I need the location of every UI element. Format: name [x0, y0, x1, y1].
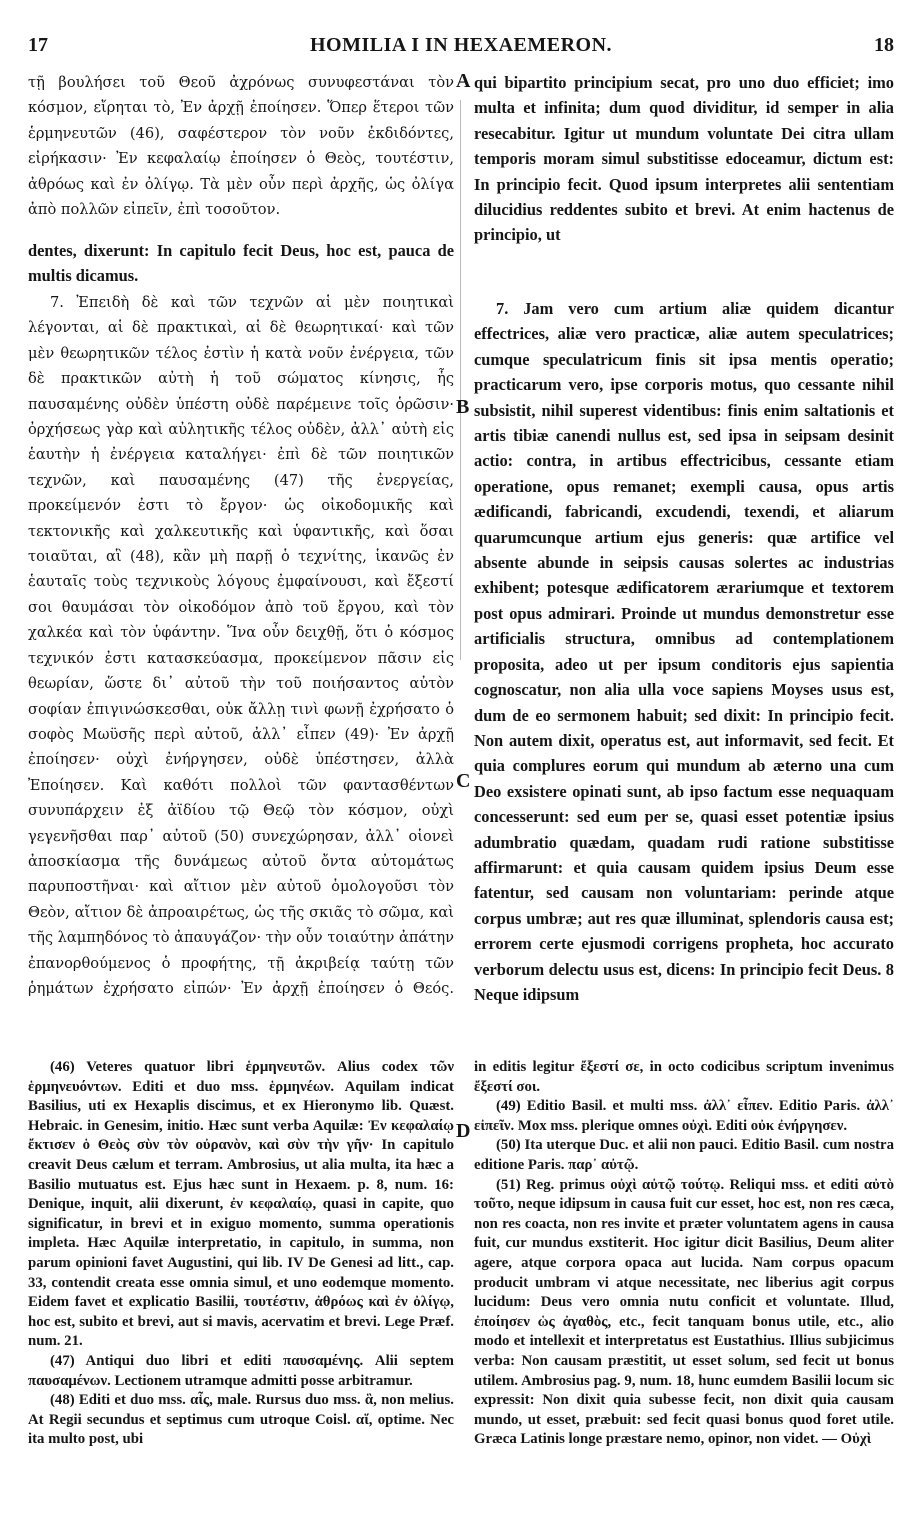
footnote-49: (49) Editio Basil. et multi mss. ἀλλ᾽ εἶπεν. Editio Paris. ἀλλ᾽ εἰπεῖν. Mox mss. plerique omnes οὐχὶ. Editi οὐκ ἐνήργησεν. [474, 1098, 894, 1134]
page-title: HOMILIA I IN HEXAEMERON. [309, 34, 613, 56]
marker-d: D [456, 1120, 471, 1142]
latin-column [474, 70, 894, 1066]
marker-c: C [456, 770, 471, 792]
footnote-48-cont: in editis legitur ἔξεστί σε, in octo codicibus scriptum invenimus ἔξεστί σοι. [474, 1059, 894, 1095]
footnote-48: (48) Editi et duo mss. αἷς, male. Rursus duo mss. ἃ, non melius. At Regii secundus et septimus cum utroque Coisl. αἵ, optime. Nec ita multo post, ubi [28, 1392, 454, 1448]
page-number-right: 18 [874, 34, 894, 56]
latin-paragraph-7: 7. Jam vero cum artium aliæ quidem dicantur effectrices, aliæ vero practicæ, aliæ autem speculatrices; cumque speculatricum finis sit ipsa mentis operatio; practicarum vero, ipse corporis motus, quo cessante nihil subsistit, nihil superest videntibus: finis enim saltationis et artis tibiæ canendi nullus est, sed ipsa in seipsam desinit actio: contra, in artibus effectricibus, cessante etiam operatione, opus remanet; exempli causa, opus artis ædificandi, fabricandi, excudendi, texendi, et aliarum quarumcunque artium ejus generis: quæ artifice vel absente abunde in seipsis causas solertes ac industrias exhibent; potesque ædificatorem ærariumque et textorem post opus admirari. Proinde ut mundus demonstretur esse artificialis structura, omnibus ad contemplationem proposita, adeo ut per ipsum conditoris ejus sapientia cognoscatur, non alia ulla voce sapiens Moyses usus est, dum de eo sermonem habuit; sed dixit: In principio fecit. Non autem dixit, operatus est, aut informavit, sed fecit. Et quia complures eorum qui mundum ab æterno una cum Deo exsistere opinati sunt, ab ipso factum esse nequaquam concesserunt: sed eum per se, quasi esset potentiæ ipsius adumbratio quædam, quadam rudi ratione substitisse affirmarunt: et quia causam quidem ipsius Deum esse fatentur, sed causam non voluntariam: perinde atque corpus umbræ; aut res quæ illuminat, splendoris causa est; errorem certe ejusmodi corrigens propheta, hoc accurato verborum delectu usus est, dicens: In principio fecit Deus. 8 Neque idipsum [474, 299, 894, 1004]
page-number-left: 17 [28, 34, 48, 56]
latin-paragraph-1: qui bipartito principium secat, pro uno duo efficiet; imo multa et infinita; dum quod dividitur, id semper in alia resecabitur. Igitur ut mundum voluntate Dei citra ullam temporis moram simul substitisse edoceamur, dictum est: In principio fecit. Quod ipsum interpretes alii sententiam dilucidius reddentes subito et brevi. At enim hactenus de principio, ut [474, 73, 894, 245]
marker-a: A [456, 70, 471, 92]
footnotes-right [474, 1058, 894, 1534]
greek-paragraph-7: 7. Ἐπειδὴ δὲ καὶ τῶν τεχνῶν αἱ μὲν ποιητικαὶ λέγονται, αἱ δὲ πρακτικαὶ, αἱ δὲ θεωρητικαί· καὶ τῶν μὲν θεωρητικῶν τέλος ἐστὶν ἡ κατὰ νοῦν ἐνέργεια, τῶν δὲ πρακτικῶν αὐτὴ ἡ τοῦ σώματος κίνησις, ἧς παυσαμένης οὐδὲν ὑπέστη οὐδὲ παρέμεινε τοῖς ὁρῶσιν· ὀρχήσεως γὰρ καὶ αὐλητικῆς τέλος οὐδὲν, ἀλλ᾽ αὐτὴ εἰς ἑαυτὴν ἡ ἐνέργεια καταλήγει· ἐπὶ δὲ τῶν ποιητικῶν τεχνῶν, καὶ παυσαμένης (47) τῆς ἐνεργείας, προκείμενόν ἐστι τὸ ἔργον· ὡς οἰκοδομικῆς καὶ τεκτονικῆς καὶ χαλκευτικῆς καὶ ὑφαντικῆς, καὶ ὅσαι τοιαῦται, αἳ (48), κἂν μὴ παρῇ ὁ τεχνίτης, ἱκανῶς ἐν ἑαυταῖς τοὺς τεχνικοὺς λόγους ἐμφαίνουσι, καὶ ἔξεστί σοι θαυμάσαι τὸν οἰκοδόμον ἀπὸ τοῦ ἔργου, καὶ τὸν χαλκέα καὶ τὸν ὑφάντην. Ἵνα οὖν δειχθῇ, ὅτι ὁ κόσμος τεχνικόν ἐστι κατασκεύασμα, προκείμενον πᾶσιν εἰς θεωρίαν, ὥστε δι᾽ αὐτοῦ τὴν τοῦ ποιήσαντος αὐτὸν σοφίαν ἐπιγινώσκεσθαι, οὐκ ἄλλῃ τινὶ φωνῇ ἐχρήσατο ὁ σοφὸς Μωϋσῆς περὶ αὐτοῦ, ἀλλ᾽ εἶπεν (49)· Ἐν ἀρχῇ ἐποίησεν· οὐχὶ ἐνήργησεν, οὐδὲ ὑπέστησεν, ἀλλὰ Ἐποίησεν. Καὶ καθότι πολλοὶ τῶν φαντασθέντων συνυπάρχειν ἐξ ἀϊδίου τῷ Θεῷ τὸν κόσμον, οὐχὶ γεγενῆσθαι παρ᾽ αὐτοῦ (50) συνεχώρησαν, ἀλλ᾽ οἱονεὶ ἀποσκίασμα τῆς δυνάμεως αὐτοῦ ὄντα αὐτομάτως παρυποστῆναι· καὶ αἴτιον μὲν αὐτοῦ ὁμολογοῦσι τὸν Θεὸν, αἴτιον δὲ ἀπροαιρέτως, ὡς τῆς σκιᾶς τὸ σῶμα, καὶ τῆς λαμπηδόνος τὸ ἀπαυγάζον· τὴν οὖν τοιαύτην ἀπάτην ἐπανορθούμενος ὁ προφήτης, τῇ ἀκριβείᾳ ταύτῃ τῶν ῥημάτων ἐχρήσατο εἰπών· Ἐν ἀρχῇ ἐποίησεν ὁ Θεός. [28, 294, 454, 997]
footnotes-left [28, 1058, 454, 1534]
footnote-51: (51) Reg. primus οὐχὶ αὐτῷ τούτῳ. Reliqui mss. et editi αὐτὸ τοῦτο, neque idipsum in causa fuit cur esset, hoc est, non res cæca, non res coacta, non res invite et præter voluntatem agens in causa fuit, cur mundus exstiterit. Hoc igitur dicit Basilius, Deum aliter agere, atque corpora opaca aut lucida. Nam corpus opacum producit umbram vi atque necessitate, nec liberius agit corpus lucidum: Deus vero omnia nutu conficit et voluntate. Illud, ἐποίησεν ὡς ἀγαθὸς, etc., fecit tanquam bonus utile, etc., alio modo et intellexit et interpretatus est Eustathius. Illius subjicimus verba: Non causam præstitit, ut esset solum, sed fecit ut bonus utilem. Ambrosius pag. 9, num. 18, hunc eumdem Basilii locum sic expressit: Non dixit quia subesse fecit, non dixit quia causam mundo, ut esset, præbuit: sed fecit quasi bonus quod foret utile. Græca Latinis longe præstare nemo, opinor, non videt. — Οὐχὶ [474, 1176, 894, 1448]
page-header [28, 34, 894, 62]
column-divider [460, 100, 461, 660]
footnote-50: (50) Ita uterque Duc. et alii non pauci. Editio Basil. cum nostra editione Paris. παρ᾽ αὐτῷ. [474, 1137, 894, 1173]
greek-paragraph-1: τῇ βουλήσει τοῦ Θεοῦ ἀχρόνως συνυφεστάναι τὸν κόσμον, εἴρηται τὸ, Ἐν ἀρχῇ ἐποίησεν. Ὅπερ ἕτεροι τῶν ἑρμηνευτῶν (46), σαφέστερον τὸν νοῦν ἐκδιδόντες, εἰρήκασιν· Ἐν κεφαλαίῳ ἐποίησεν ὁ Θεὸς, τουτέστιν, ἀθρόως καὶ ἐν ὀλίγῳ. Τὰ μὲν οὖν περὶ ἀρχῆς, ὡς ὀλίγα ἀπὸ πολλῶν εἰπεῖν, ἐπὶ τοσοῦτον. [28, 74, 454, 219]
footnote-47: (47) Antiqui duo libri et editi παυσαμένης. Alii septem παυσαμένων. Lectionem utramque admitti posse arbitramur. [28, 1352, 454, 1389]
marker-b: B [456, 396, 470, 418]
latin-continuation: dentes, dixerunt: In capitulo fecit Deus, hoc est, pauca de multis dicamus. [28, 241, 454, 286]
footnote-46: (46) Veteres quatuor libri ἑρμηνευτῶν. Alius codex τῶν ἑρμηνευόντων. Editi et duo mss. ἑρμηνέων. Aquilam indicat Basilius, uti ex Hexaplis discimus, et ex Hieronymo lib. Quæst. Hebraic. in Genesim, initio. Hæc sunt verba Aquilæ: Ἐν κεφαλαίῳ ἔκτισεν ὁ Θεὸς σὺν τὸν οὐρανὸν, καὶ σὺν τὴν γῆν· In capitulo creavit Deus cælum et terram. Ambrosius, ut alia multa, ita hæc a Basilio mutuatus est. Ejus hæc sunt in Hexaem. p. 8, num. 16: Denique, inquit, alii dixerunt, ἐν κεφαλαίῳ, quasi in capite, quo significatur, in brevi et in exiguo momento, summa operationis impleta. Hæc Aquilæ interpretatio, in capitulo, in summa, non parum opinioni favet Augustini, qui lib. IV De Genesi ad litt., cap. 33, contendit creata esse omnia simul, et uno eodemque momento. Eidem favet et explicatio Basilii, τουτέστιν, ἀθρόως καὶ ἐν ὀλίγῳ, hoc est, subito et brevi, aut si mavis, acervatim et brevi. Lege Præf. num. 21. [28, 1059, 454, 1350]
greek-column [28, 70, 454, 1000]
